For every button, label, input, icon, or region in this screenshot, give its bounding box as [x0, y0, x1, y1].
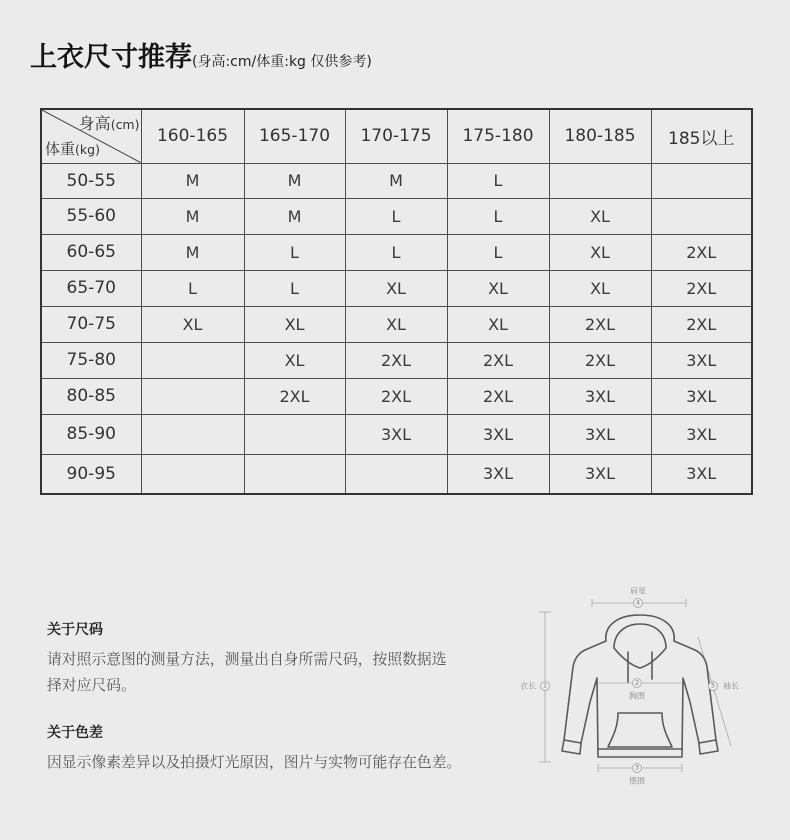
size-cell — [651, 163, 752, 198]
page-title — [30, 40, 372, 80]
size-cell — [244, 454, 345, 494]
height-range-header: 160-165 — [141, 109, 244, 163]
size-cell: XL — [345, 270, 447, 306]
height-range-header: 185以上 — [651, 109, 752, 163]
size-cell — [141, 454, 244, 494]
height-range-header: 175-180 — [447, 109, 549, 163]
cuff-right — [699, 740, 716, 743]
size-cell: L — [244, 270, 345, 306]
size-cell: 3XL — [651, 454, 752, 494]
chest-marker-number: 2 — [635, 679, 639, 687]
size-cell: 2XL — [447, 378, 549, 414]
size-cell: 2XL — [651, 234, 752, 270]
weight-axis-label — [45, 139, 100, 160]
size-cell: L — [345, 198, 447, 234]
size-cell: 3XL — [651, 378, 752, 414]
size-cell: L — [141, 270, 244, 306]
table-row — [41, 270, 752, 306]
table-header-row — [41, 109, 752, 163]
table-row — [41, 342, 752, 378]
height-axis-label — [79, 114, 140, 135]
sleeve-marker-number: 5 — [711, 682, 715, 690]
sleeve-label: 袖长 — [723, 681, 739, 691]
size-note-text-line: 择对应尺码。 — [47, 677, 136, 694]
table-corner-cell — [41, 109, 141, 163]
table-row — [41, 306, 752, 342]
size-cell: XL — [549, 234, 651, 270]
size-cell: XL — [447, 270, 549, 306]
weight-unit: (kg) — [75, 141, 100, 157]
title-note: (身高:cm/体重:kg 仅供参考) — [192, 54, 372, 70]
size-cell: L — [447, 234, 549, 270]
size-cell: 3XL — [345, 414, 447, 454]
size-cell: 2XL — [549, 306, 651, 342]
size-cell — [345, 454, 447, 494]
size-cell — [244, 414, 345, 454]
weight-range-cell: 50-55 — [41, 163, 141, 198]
size-cell: 3XL — [447, 414, 549, 454]
shoulder-marker-number: 4 — [636, 599, 640, 607]
size-cell: L — [345, 234, 447, 270]
weight-range-cell: 55-60 — [41, 198, 141, 234]
size-cell: 2XL — [447, 342, 549, 378]
size-cell: L — [244, 234, 345, 270]
size-cell — [141, 414, 244, 454]
size-cell: XL — [345, 306, 447, 342]
cuff-left — [564, 740, 581, 743]
table-row — [41, 414, 752, 454]
size-cell: M — [244, 198, 345, 234]
table-row — [41, 163, 752, 198]
size-cell: 2XL — [549, 342, 651, 378]
size-cell: M — [141, 163, 244, 198]
size-cell: 3XL — [549, 414, 651, 454]
size-cell: M — [141, 234, 244, 270]
height-range-header: 170-175 — [345, 109, 447, 163]
size-cell: 3XL — [549, 378, 651, 414]
size-cell — [141, 342, 244, 378]
size-cell: 2XL — [651, 306, 752, 342]
weight-label: 体重 — [45, 139, 76, 158]
size-cell: XL — [549, 198, 651, 234]
size-cell — [651, 198, 752, 234]
size-cell: L — [447, 163, 549, 198]
size-recommendation-table — [40, 108, 753, 495]
size-cell: 3XL — [651, 342, 752, 378]
size-cell: 2XL — [345, 342, 447, 378]
size-cell: 3XL — [447, 454, 549, 494]
size-cell: 2XL — [345, 378, 447, 414]
shoulder-label: 肩宽 — [630, 586, 646, 596]
title-main: 上衣尺寸推荐 — [30, 42, 192, 73]
height-range-header: 165-170 — [244, 109, 345, 163]
size-cell: XL — [244, 342, 345, 378]
size-cell — [141, 378, 244, 414]
height-label: 身高 — [78, 114, 111, 133]
color-note-heading: 关于色差 — [47, 725, 103, 741]
size-cell: 3XL — [549, 454, 651, 494]
size-cell: M — [141, 198, 244, 234]
size-cell: XL — [244, 306, 345, 342]
hem-label: 摆围 — [629, 776, 645, 786]
table-row — [41, 234, 752, 270]
color-note-text-line: 因显示像素差异以及拍摄灯光原因，图片与实物可能存在色差。 — [47, 754, 462, 771]
size-note-heading: 关于尺码 — [47, 622, 103, 638]
size-note-text-line: 请对照示意图的测量方法，测量出自身所需尺码，按照数据选 — [47, 651, 447, 668]
size-cell — [549, 163, 651, 198]
weight-range-cell: 65-70 — [41, 270, 141, 306]
size-cell: L — [447, 198, 549, 234]
kangaroo-pocket — [608, 713, 672, 747]
weight-range-cell: 70-75 — [41, 306, 141, 342]
weight-range-cell: 90-95 — [41, 454, 141, 494]
hoodie-measurement-diagram — [500, 575, 760, 790]
size-cell: 2XL — [651, 270, 752, 306]
size-cell: XL — [141, 306, 244, 342]
chest-label: 胸围 — [629, 691, 645, 701]
hem-marker-number: 3 — [635, 764, 639, 772]
table-row — [41, 454, 752, 494]
size-cell: 2XL — [244, 378, 345, 414]
size-cell: XL — [447, 306, 549, 342]
size-cell: M — [244, 163, 345, 198]
height-unit: (cm) — [110, 117, 140, 132]
length-label: 衣长 — [520, 681, 536, 691]
size-cell: XL — [549, 270, 651, 306]
table-row — [41, 198, 752, 234]
weight-range-cell: 60-65 — [41, 234, 141, 270]
weight-range-cell: 85-90 — [41, 414, 141, 454]
weight-range-cell: 80-85 — [41, 378, 141, 414]
weight-range-cell: 75-80 — [41, 342, 141, 378]
size-cell: 3XL — [651, 414, 752, 454]
hood-opening — [614, 624, 666, 668]
size-cell: M — [345, 163, 447, 198]
table-row — [41, 378, 752, 414]
height-range-header: 180-185 — [549, 109, 651, 163]
length-marker-number: 1 — [543, 682, 547, 690]
